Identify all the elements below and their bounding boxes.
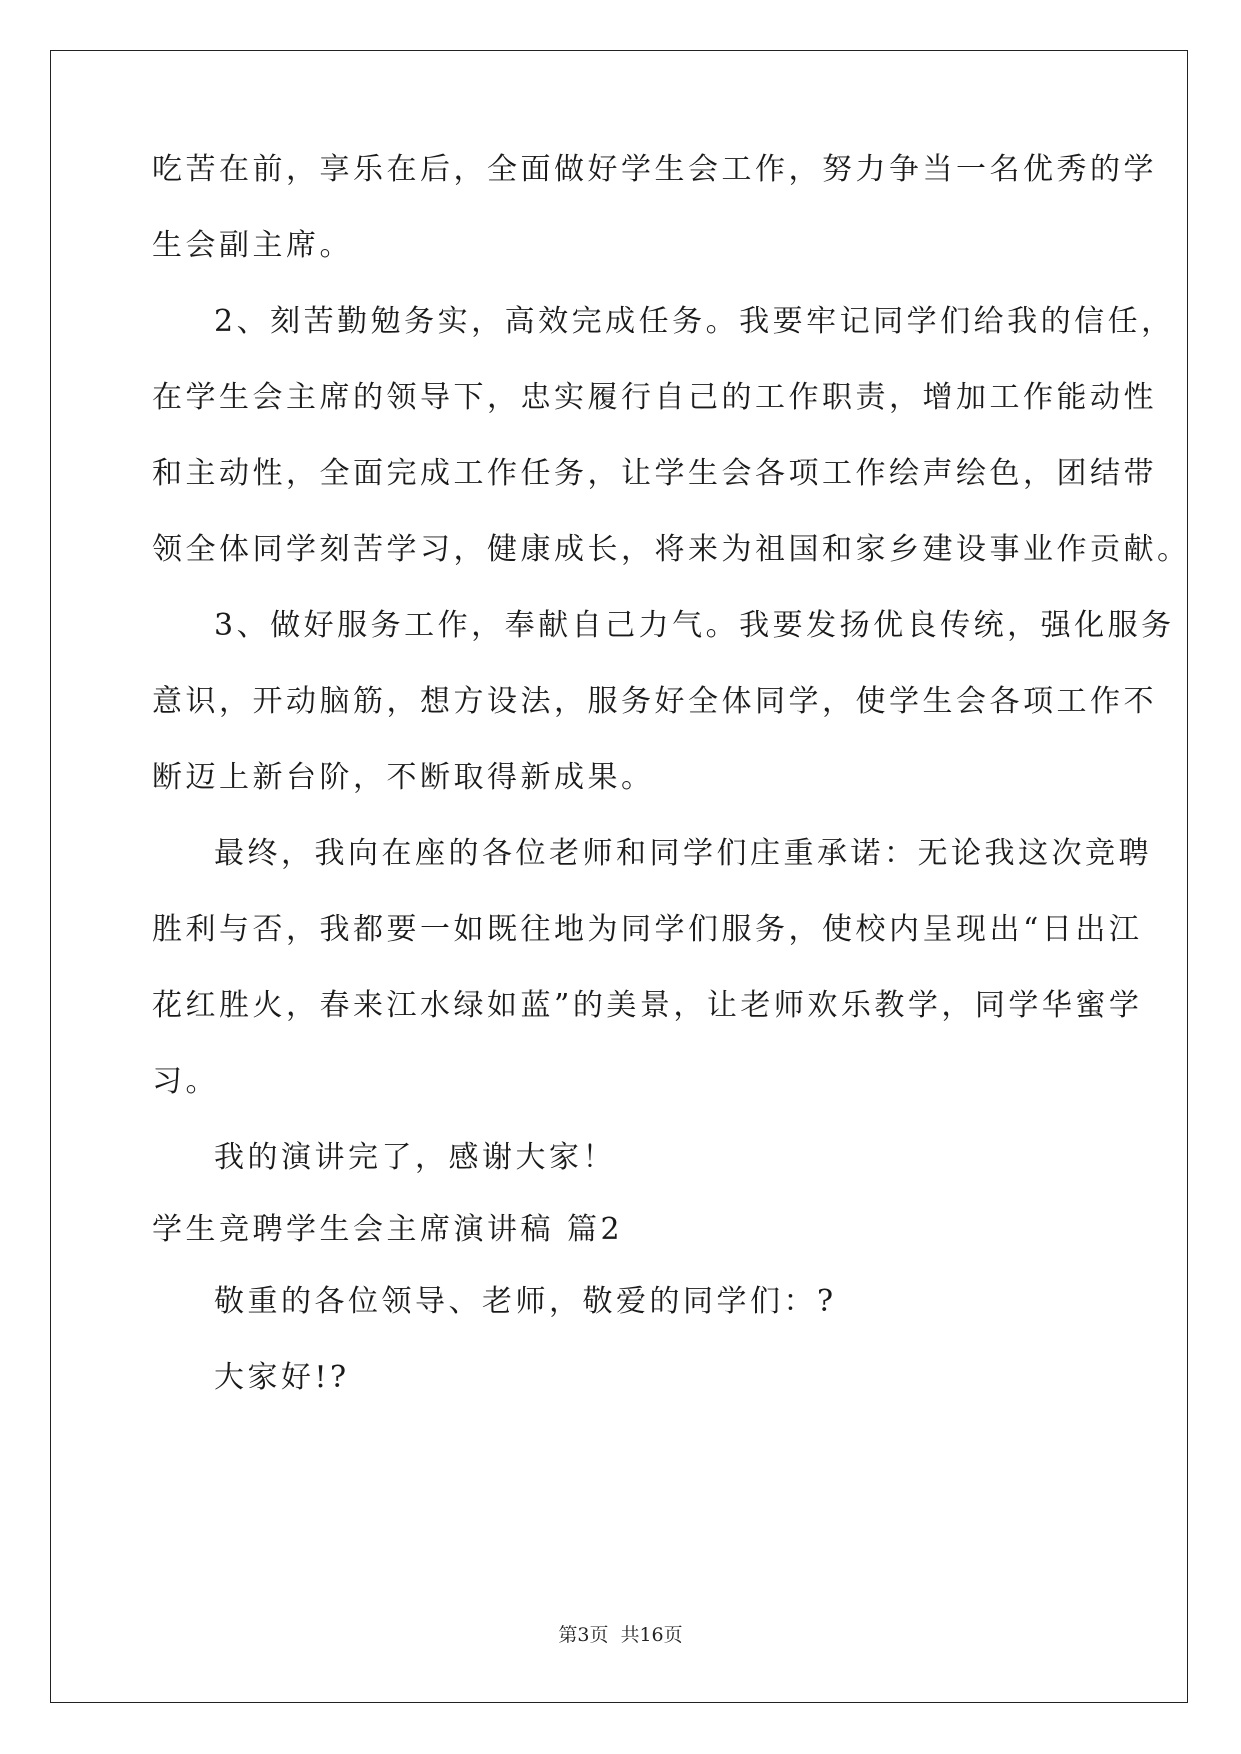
text-line: 习。 — [152, 1064, 219, 1099]
text-line: 在学生会主席的领导下，忠实履行自己的工作职责，增加工作能动性 — [152, 380, 1157, 415]
page-footer — [0, 1620, 1241, 1647]
text-line: 花红胜火，春来江水绿如蓝”的美景，让老师欢乐教学，同学华蜜学 — [152, 988, 1143, 1023]
page-number-total: 共16页 — [620, 1624, 683, 1646]
text-line: 胜利与否，我都要一如既往地为同学们服务，使校内呈现出“日出江 — [152, 912, 1143, 947]
text-line: 3、做好服务工作，奉献自己力气。我要发扬优良传统，强化服务 — [214, 608, 1175, 643]
section-heading: 学生竞聘学生会主席演讲稿 篇2 — [152, 1212, 624, 1247]
page-number-current: 第3页 — [558, 1624, 609, 1646]
text-line: 吃苦在前，享乐在后，全面做好学生会工作，努力争当一名优秀的学 — [152, 152, 1157, 187]
text-line: 和主动性，全面完成工作任务，让学生会各项工作绘声绘色，团结带 — [152, 456, 1157, 491]
page-border — [50, 50, 1188, 1703]
text-line: 意识，开动脑筋，想方设法，服务好全体同学，使学生会各项工作不 — [152, 684, 1157, 719]
text-line: 2、刻苦勤勉务实，高效完成任务。我要牢记同学们给我的信任， — [214, 304, 1175, 339]
salutation-line: 敬重的各位领导、老师，敬爱的同学们：? — [214, 1284, 837, 1319]
text-line: 我的演讲完了，感谢大家！ — [214, 1140, 616, 1175]
text-line: 最终，我向在座的各位老师和同学们庄重承诺：无论我这次竞聘 — [214, 836, 1152, 871]
greeting-line: 大家好!? — [214, 1360, 350, 1395]
text-line: 生会副主席。 — [152, 228, 353, 263]
text-line: 断迈上新台阶，不断取得新成果。 — [152, 760, 655, 795]
text-line: 领全体同学刻苦学习，健康成长，将来为祖国和家乡建设事业作贡献。 — [152, 532, 1191, 567]
